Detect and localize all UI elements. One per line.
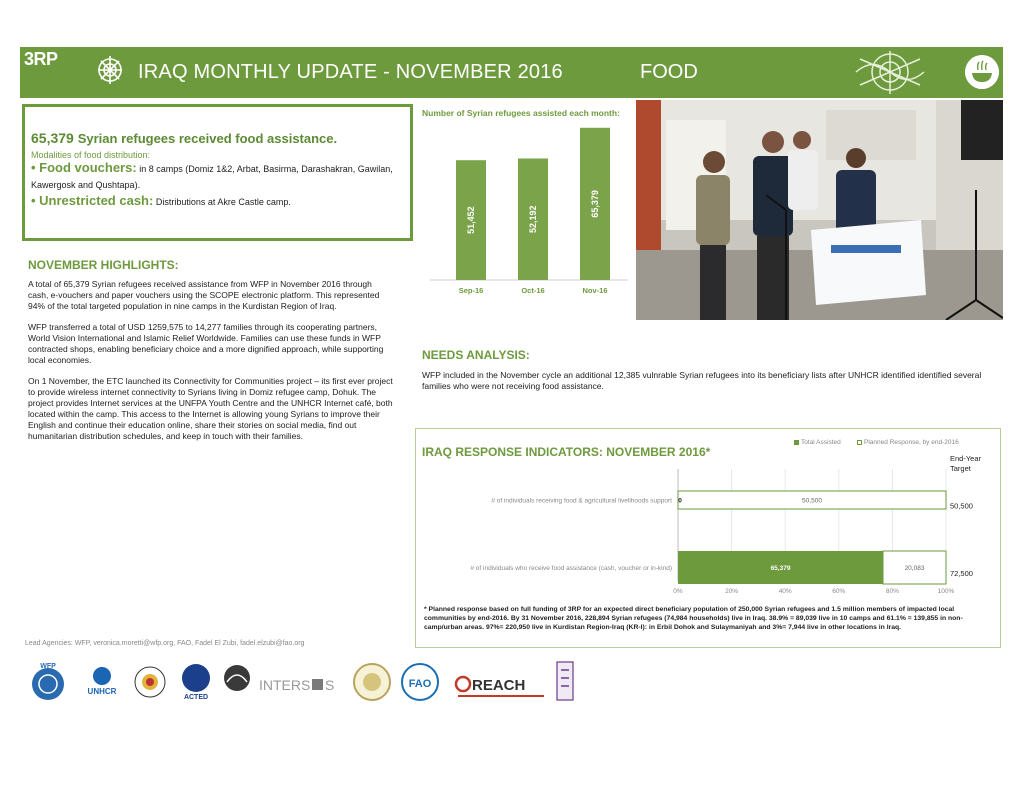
- target-value: 72,500: [950, 569, 973, 578]
- highlights-heading: NOVEMBER HIGHLIGHTS:: [28, 258, 179, 272]
- x-tick-label: 100%: [937, 588, 955, 595]
- assisted-value: 0: [678, 497, 682, 505]
- bar-value-label: 51,452: [466, 206, 476, 234]
- pwj-logo: [557, 662, 573, 700]
- x-tick-label: 60%: [832, 588, 846, 595]
- svg-text:INTERS: INTERS: [259, 677, 311, 693]
- page-title: IRAQ MONTHLY UPDATE - NOVEMBER 2016: [138, 61, 563, 83]
- category-label: Oct-16: [521, 286, 545, 295]
- header-banner: [20, 47, 1003, 98]
- person-left: [696, 151, 730, 320]
- podium-banner: [811, 220, 926, 305]
- sector-label: FOOD: [640, 61, 698, 83]
- needs-heading: NEEDS ANALYSIS:: [422, 348, 530, 362]
- intersos-logo: [259, 677, 334, 693]
- category-label: Sep-16: [458, 286, 484, 295]
- x-tick-label: 0%: [673, 588, 683, 595]
- x-tick-label: 80%: [885, 588, 899, 595]
- indicators-footnote: * Planned response based on full funding of 3RP for an expected direct beneficiary population of 250,000 Syrian refugees and 1.5 million members of impacted local communities by end-2016. By 31 November 2016, 228,894 Syrian refugees (74,984 households) live in Iraq. 38.9% = 89,039 live in 10 camps and 61.1% = 139,855 in non-camp/urban areas. 97%= 220,950 live in Kurdistan Region-Iraq (KR-I): in Erbil Dohok and Sulaymaniyah and 3%= 7,944 live in other locations in Iraq.: [424, 606, 963, 631]
- monthly-bar-chart: [430, 120, 630, 300]
- highlights-p2: WFP transferred a total of USD 1259,575 to 14,277 families through its cooperating partners, World Vision International and Islamic Relief Worldwide. Families can use these funds in WFP contracted shops, enabling beneficiary choice and a more dignified approach, while supporting local economies.: [28, 322, 384, 365]
- svg-text:FAO: FAO: [408, 678, 432, 690]
- svg-text:WFP: WFP: [40, 663, 56, 670]
- assisted-value: 65,379: [770, 565, 791, 572]
- event-photo: [636, 100, 1003, 320]
- planned-value: 50,500: [802, 497, 822, 505]
- target-header: End-Year Target: [950, 454, 981, 473]
- legend-total: Total Assisted: [801, 439, 841, 446]
- svg-text:REACH: REACH: [472, 677, 526, 694]
- voucher-line: • Food vouchers: in 8 camps (Domiz 1&2, Arbat, Basirma, Darashakran, Gawilan, Kawergosk and Qushtapa).: [31, 160, 393, 190]
- reach-logo: [456, 677, 544, 697]
- 3rp-logo: 3RP: [24, 49, 58, 69]
- highlights-body: [28, 279, 393, 452]
- cash-line: • Unrestricted cash: Distributions at Akre Castle camp.: [31, 193, 291, 208]
- modalities-label: Modalities of food distribution:: [31, 150, 151, 160]
- highlights-p1: A total of 65,379 Syrian refugees received assistance from WFP in November 2016 through cash, e-vouchers and paper vouchers using the SCOPE electronic platform. This represented 94% of the total targeted population in nine camps in the Kurdistan Region of Iraq.: [28, 279, 380, 311]
- fao-logo: [402, 664, 438, 700]
- highlights-p3: On 1 November, the ETC launched its Connectivity for Communities project – its first ever project to provide wireless internet connectivity to Syrians living in Domiz refugee camp, Dohuk. The project provides Internet services at the UNFPA Youth Centre and the UNHCR Internet café, both located within the camp. This access to the Internet is allowing young Syrians to improve their English and continue their education online, share their stories on social media, find out humanitarian distribution schedules, and keep in touch with their families.: [28, 376, 393, 441]
- indicators-title: IRAQ RESPONSE INDICATORS: NOVEMBER 2016*: [422, 445, 711, 459]
- krg-logo: [135, 667, 165, 697]
- target-value: 50,500: [950, 501, 973, 511]
- x-tick-label: 20%: [725, 588, 739, 595]
- wfp-emblem-icon: [848, 49, 932, 96]
- x-tick-label: 40%: [778, 588, 792, 595]
- acted-logo: [182, 664, 210, 701]
- ministry-logo: [354, 664, 390, 700]
- svg-text:UNHCR: UNHCR: [87, 687, 117, 696]
- svg-text:S: S: [325, 677, 335, 693]
- response-indicators-box: [415, 428, 1001, 648]
- islamic-relief-logo: [224, 665, 250, 691]
- unhcr-logo: [88, 667, 117, 696]
- rosette-icon: [95, 53, 125, 87]
- needs-text: WFP included in the November cycle an additional 12,385 vulnrable Syrian refugees into its beneficiary lists after UNHCR identified identified several families who were not receiving food assistance.: [422, 370, 982, 391]
- bar-value-label: 52,192: [528, 205, 538, 234]
- planned-value: 20,083: [904, 565, 925, 572]
- bar-value-label: 65,379: [590, 190, 600, 218]
- legend-planned: Planned Response, by end-2016: [864, 439, 959, 446]
- indicator-label: # of individuals receiving food & agricultural livelihoods support: [491, 497, 672, 505]
- monthly-chart-title: Number of Syrian refugees assisted each month:: [422, 108, 620, 118]
- partner-logos: [22, 660, 602, 704]
- summary-box: [22, 104, 413, 241]
- indicator-label: # of individuals who receive food assistance (cash, voucher or in-kind): [470, 565, 672, 572]
- food-bowl-icon: [965, 55, 999, 89]
- svg-text:ACTED: ACTED: [183, 694, 209, 701]
- lead-agencies: Lead Agencies: WFP, veronica.moretti@wfp.org, FAO, Fadel El Zubi, fadel.elzubi@fao.org: [25, 640, 305, 647]
- headline: 65,379 Syrian refugees received food assistance.: [31, 130, 338, 146]
- category-label: Nov-16: [582, 286, 608, 295]
- wfp-logo: [32, 663, 64, 700]
